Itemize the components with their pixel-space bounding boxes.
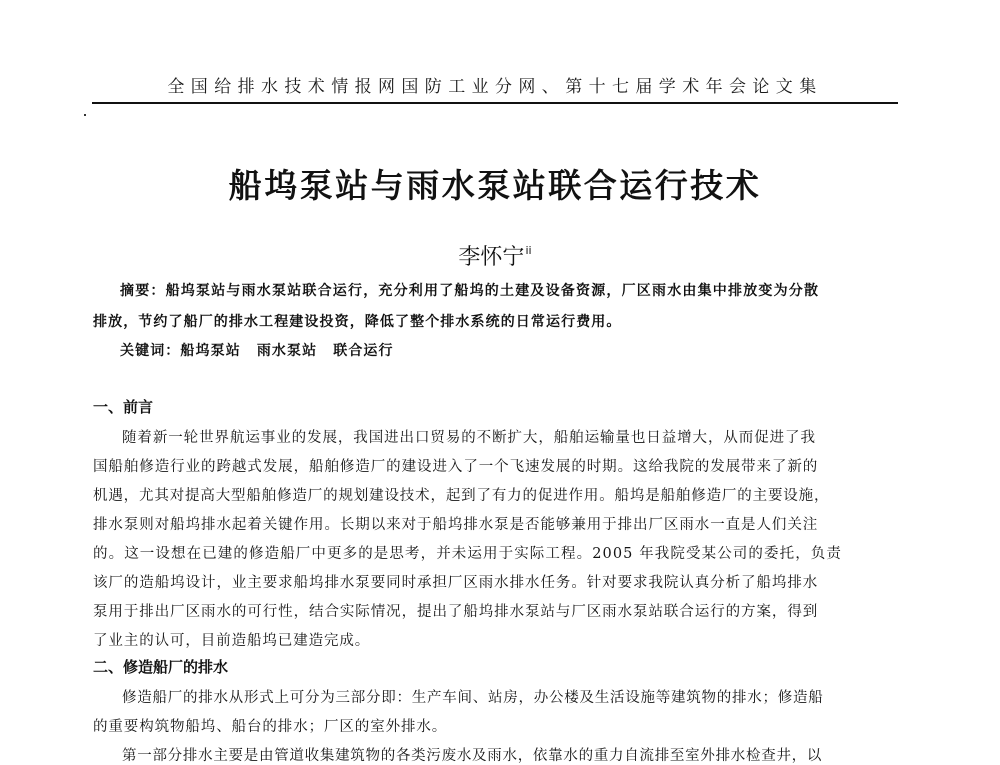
body-line: 泵用于排出厂区雨水的可行性，结合实际情况，提出了船坞排水泵站与厂区雨水泵站联合运行的方案，得到: [93, 604, 819, 620]
paper-title: 船坞泵站与雨水泵站联合运行技术: [228, 166, 762, 205]
keyword-item: 联合运行: [333, 343, 394, 359]
abstract-text-1: 船坞泵站与雨水泵站联合运行，充分利用了船坞的土建及设备资源，厂区雨水由集中排放变为分散: [165, 283, 820, 299]
body-line: 排水泵则对船坞排水起着关键作用。长期以来对于船坞排水泵是否能够兼用于排出厂区雨水一直是人们关注: [93, 517, 819, 533]
body-line: 随着新一轮世界航运事业的发展，我国进出口贸易的不断扩大，船舶运输量也日益增大，从而促进了我: [122, 430, 816, 446]
body-line: 该厂的造船坞设计，业主要求船坞排水泵要同时承担厂区雨水排水任务。针对要求我院认真分析了船坞排水: [93, 575, 819, 591]
body-line: 修造船厂的排水从形式上可分为三部分即：生产车间、站房，办公楼及生活设施等建筑物的排水；修造船: [122, 690, 824, 706]
section-heading-1: 一、前言: [93, 398, 154, 416]
running-header: 全国给排水技术情报网国防工业分网、第十七届学术年会论文集: [167, 77, 823, 97]
keywords-line: [120, 340, 410, 360]
body-line: 了业主的认可，目前造船坞已建造完成。: [93, 633, 371, 649]
body-line: 国船舶修造行业的跨越式发展，船舶修造厂的建设进入了一个飞速发展的时期。这给我院的发展带来了新的: [93, 459, 819, 475]
section-heading-2: 二、修造船厂的排水: [93, 658, 229, 676]
keywords-label: 关键词：: [120, 343, 181, 359]
abstract-line-1: [120, 280, 819, 300]
body-line: 的。这一设想在已建的修造船厂中更多的是思考，并未运用于实际工程。2005 年我院受某公司的委托，负责: [93, 546, 843, 562]
header-rule: [92, 102, 898, 104]
body-line: 的重要构筑物船坞、船台的排水；厂区的室外排水。: [93, 719, 448, 735]
abstract-line-2: 排放，节约了船厂的排水工程建设投资，降低了整个排水系统的日常运行费用。: [93, 314, 622, 330]
body-line: 机遇，尤其对提高大型船舶修造厂的规划建设技术，起到了有力的促进作用。船坞是船舶修造厂的主要设施，: [93, 488, 830, 504]
author-line: [92, 240, 898, 271]
abstract-label: 摘要：: [120, 283, 166, 299]
author-mark: ii: [525, 244, 532, 257]
scan-dot: [84, 114, 86, 116]
author-name: 李怀宁: [458, 245, 525, 270]
keyword-item: 雨水泵站: [256, 343, 318, 359]
keyword-item: 船坞泵站: [180, 343, 241, 359]
body-line: 第一部分排水主要是由管道收集建筑物的各类污废水及雨水，依靠水的重力自流排至室外排水检查井，以: [122, 748, 823, 764]
